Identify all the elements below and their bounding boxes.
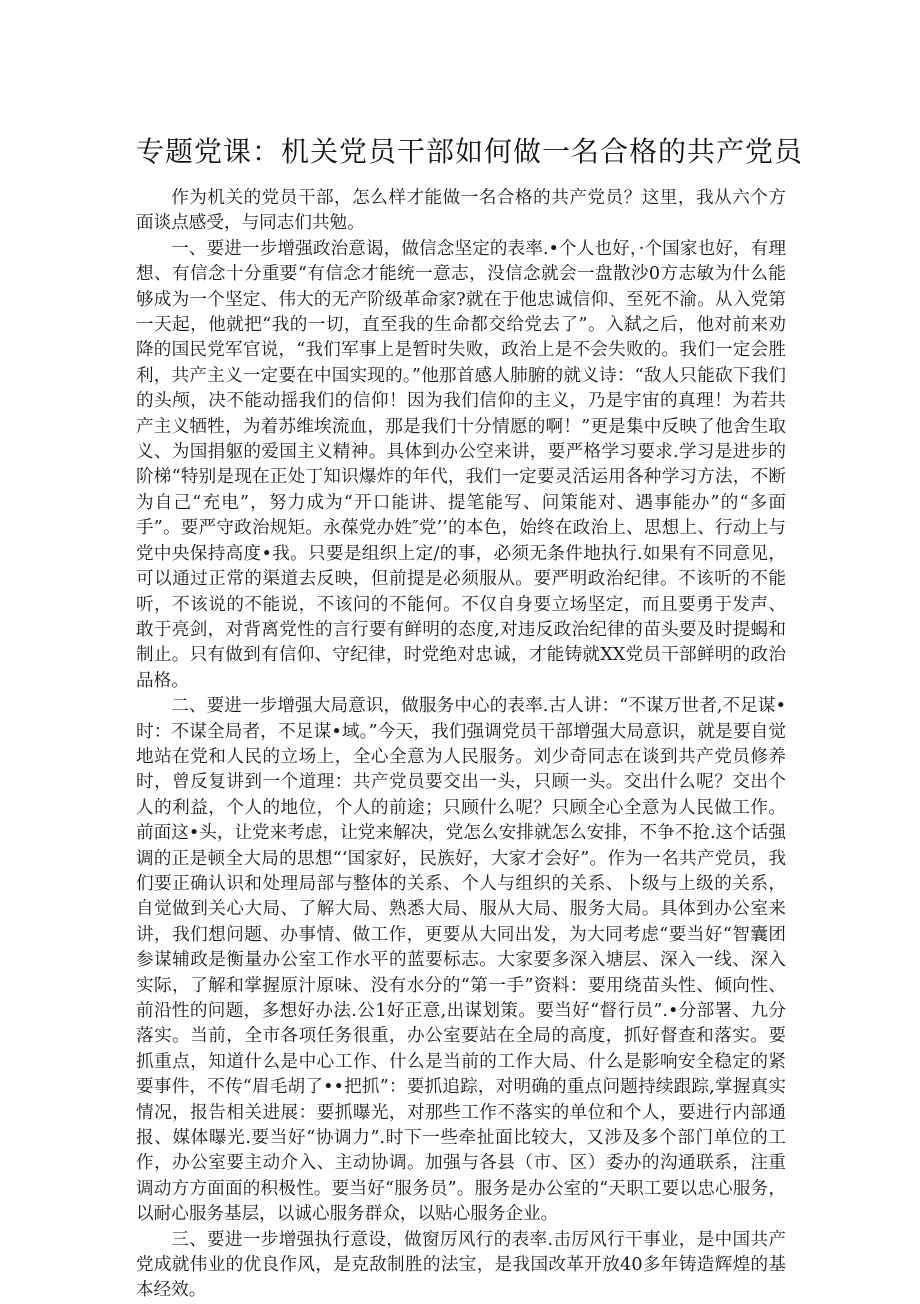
paragraph-section-2: 二、要进一步增强大局意识，做服务中心的表率.古人讲：“不谋万世者,不足谋•时：不谋全局者，不足谋•域。”今天，我们强调党员干部增强大局意识，就是要自觉地站在党和人民的立场上，全心全意为人民服务。刘少奇同志在谈到共产党员修养时，曾反复讲到一个道理：共产党员要交出一头，只顾一头。交出什么呢？交出个人的利益，个人的地位，个人的前途；只顾什么呢？只顾全心全意为人民做工作。前面这•头，让党来考虑，让党来解决，党怎么安排就怎么安排，不争不抢.这个话强调的正是顿全大局的思想“‘国家好，民族好，大家才会好”。作为一名共产党员，我们要正确认识和处理局部与整体的关系、个人与组织的关系、卜级与上级的关系，自觉做到关心大局、了解大局、熟悉大局、服从大局、服务大局。具体到办公室来讲，我们想问题、办事情、做工作，更要从大同出发，为大同考虑“要当好“智囊团参谋辅政是衡量办公室工作水平的蓝要标志。大家要多深入塘层、深入一线、深入实际，了解和掌握原汁原味、没有水分的“第一手”资料：要用绕苗头性、倾向性、前沿性的问题，多想好办法.公1好正意,出谋划策。要当好“督行员”.•分部署、九分落实。当前，全市各项任务很重，办公室要站在全局的高度，抓好督查和落实。要抓重点，知道什么是中心工作、什么是当前的工作大局、什么是影响安全稳定的紧要事件，不传“眉毛胡了••把抓”：要抓追踪，对明确的重点问题持续跟踪,掌握真实情况，报告相关进展：要抓曝光，对那些工作不落实的单位和个人，要进行内部通报、媒体曝光.要当好“协调力”.时下一些牵扯面比较大，又涉及多个部门单位的工作，办公室要主动介入、主动协调。加强与各县（市、区）委办的沟通联系，注重调动方方面面的积极性。要当好“服务员”。服务是办公室的“天职工要以忠心服务，以耐心服务基层，以诚心服务群众，以贴心服务企业。 bbox=[136, 696, 786, 1225]
document-body bbox=[136, 186, 786, 1304]
paragraph-intro: 作为机关的党员干部，怎么样才能做一名合格的共产党员？这里，我从六个方面谈点感受，与同志们共勉。 bbox=[136, 188, 786, 234]
document-title: 专题党课：机关党员干部如何做一名合格的共产党员 bbox=[136, 135, 804, 168]
paragraph-section-3: 三、要进一步增强执行意设，做窗厉风行的表率.击厉风行干事业，是中国共产党成就伟业的优良作风，是克敌制胜的法宝，是我国改革开放40多年铸造辉煌的基本经效。 bbox=[136, 1229, 786, 1301]
paragraph-section-1: 一、要进一步增强政治意谒，做信念坚定的表率.•个人也好，·个国家也好，有理想、有信念十分重要“有信念才能统一意志，没信念就会一盘散沙0方志敏为什么能够成为一个坚定、伟大的无产阶级革命家?就在于他忠诚信仰、至死不渝。从入党第一天起，他就把“我的一切，直至我的生命都交给党去了”。入弑之后，他对前来劝降的国民党军官说，“我们军事上是暂时失败，政治上是不会失败的。我们一定会胜利，共产主义一定要在中国实现的。”他那首感人肺腑的就义诗：“敌人只能砍下我们的头颅，决不能动摇我们的信仰！因为我们信仰的主义，乃是宇宙的真理！为若共产主义牺牲，为着苏维埃流血，那是我们十分情愿的啊！”更是集中反映了他舍生取义、为国捐躯的爱国主义精神。具体到办公空来讲，要严格学习要求.学习是进步的阶梯“特别是现在正处丁知识爆炸的年代，我们一定要灵活运用各种学习方法，不断为自己“充电”，努力成为“开口能讲、提笔能写、问策能对、遇事能办”的“多面手”。要严守政治规矩。永葆党办姓″党’’的本色，始终在政治上、思想上、行动上与党中央保持高度•我。只要是组织上定/的事，必须无条件地执行.如果有不同意见，可以通过正常的渠道去反映，但前提是必须服从。要严明政治纪律。不该听的不能听，不该说的不能说，不该问的不能何。不仅自身要立场坚定，而且要勇于发声、敢于亮剑，对背离党性的言行要有鲜明的态度,对违反政治纪律的苗头要及时提蝎和制止。只有做到有信仰、守纪律，时党绝对忠诚，才能铸就XX党员干部鲜明的政治品格。 bbox=[136, 238, 786, 691]
